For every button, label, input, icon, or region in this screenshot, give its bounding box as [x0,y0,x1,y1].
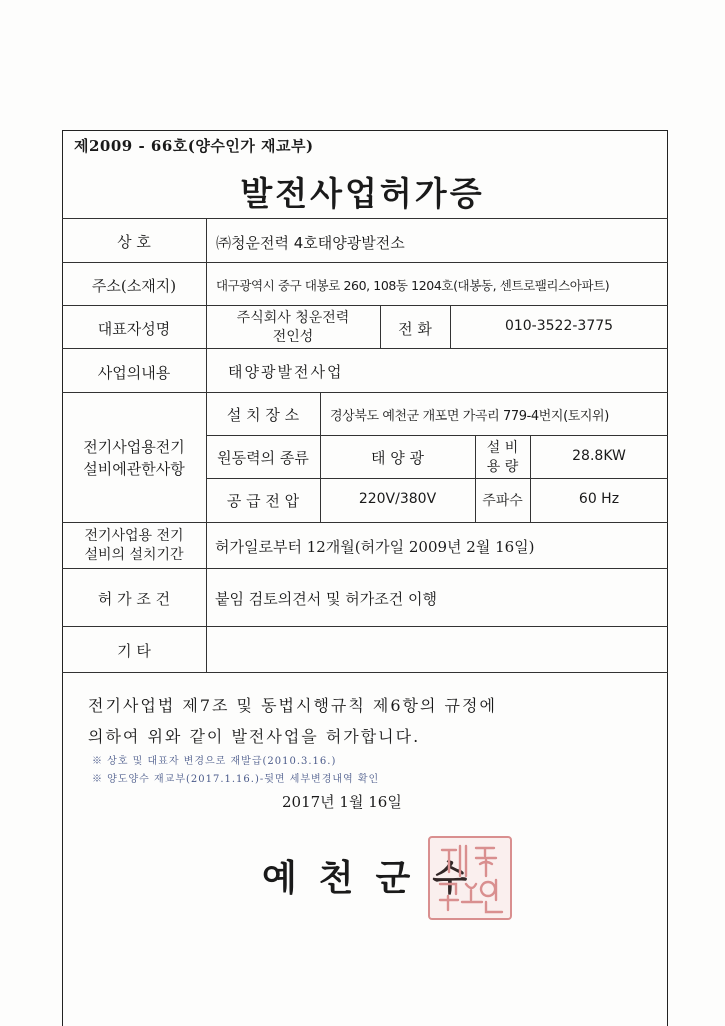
trade-name-label: 상 호 [117,233,151,251]
voltage-value: 220V/380V [358,491,437,507]
business-label: 사업의내용 [97,364,171,382]
address-value: 대구광역시 중구 대봉로 260, 108동 1204호(대봉동, 센트로팰리스아파트) [216,278,610,293]
facility-label-line1: 전기사업용전기 [83,438,185,456]
rule [206,478,668,479]
signer-name: 예천군수 [262,857,490,899]
business-value: 태양광발전사업 [228,363,344,381]
representative-value-line1: 주식회사 청운전력 [236,310,350,326]
rule [62,218,668,219]
frequency-label: 주파수 [482,493,523,509]
other-label: 기 타 [117,642,151,660]
location-label: 설 치 장 소 [226,406,300,424]
document-title: 발전사업허가증 [240,174,485,213]
facility-label-line2: 설비에관한사항 [83,460,185,478]
capacity-value: 28.8KW [572,448,626,464]
frequency-value: 60 Hz [578,491,620,507]
note-reissue: ※ 상호 및 대표자 변경으로 재발급(2010.3.16.) [92,756,337,767]
rule [62,392,668,393]
official-seal [428,836,512,920]
rule [62,672,668,673]
phone-value: 010-3522-3775 [504,318,614,334]
conditions-value: 붙임 검토의견서 및 허가조건 이행 [215,590,437,608]
capacity-label-line2: 용 량 [486,459,519,475]
rule [62,305,668,306]
period-value: 허가일로부터 12개월(허가일 2009년 2월 16일) [215,538,535,556]
column-divider [206,218,207,672]
representative-value-line2: 전인성 [272,329,314,345]
location-value: 경상북도 예천군 개포면 가곡리 779-4번지(토지위) [330,409,609,424]
conditions-label: 허 가 조 건 [97,590,171,608]
prime-mover-label: 원동력의 종류 [217,449,309,467]
permit-statement-line1: 전기사업법 제7조 및 동법시행규칙 제6항의 규정에 [88,696,497,715]
rule [62,522,668,523]
capacity-label-line1: 설 비 [486,440,519,456]
trade-name-value: ㈜청운전력 4호태양광발전소 [216,234,405,252]
period-label-line1: 전기사업용 전기 [84,528,184,544]
prime-mover-value: 태 양 광 [370,449,424,467]
address-label: 주소(소재지) [91,277,177,295]
rule [62,568,668,569]
document-number: 제2009 - 66호(양수인가 재교부) [74,137,314,155]
representative-label: 대표자성명 [97,320,171,338]
phone-label: 전 화 [398,320,432,338]
issue-date: 2017년 1월 16일 [282,793,402,811]
note-transfer: ※ 양도양수 재교부(2017.1.16.)-뒷면 세부변경내역 확인 [92,774,380,785]
rule [62,348,668,349]
period-label-line2: 설비의 설치기간 [84,547,184,563]
rule [62,262,668,263]
permit-statement-line2: 의하여 위와 같이 발전사업을 허가합니다. [88,727,421,746]
rule [206,435,668,436]
rule [62,626,668,627]
voltage-label: 공 급 전 압 [226,492,300,510]
